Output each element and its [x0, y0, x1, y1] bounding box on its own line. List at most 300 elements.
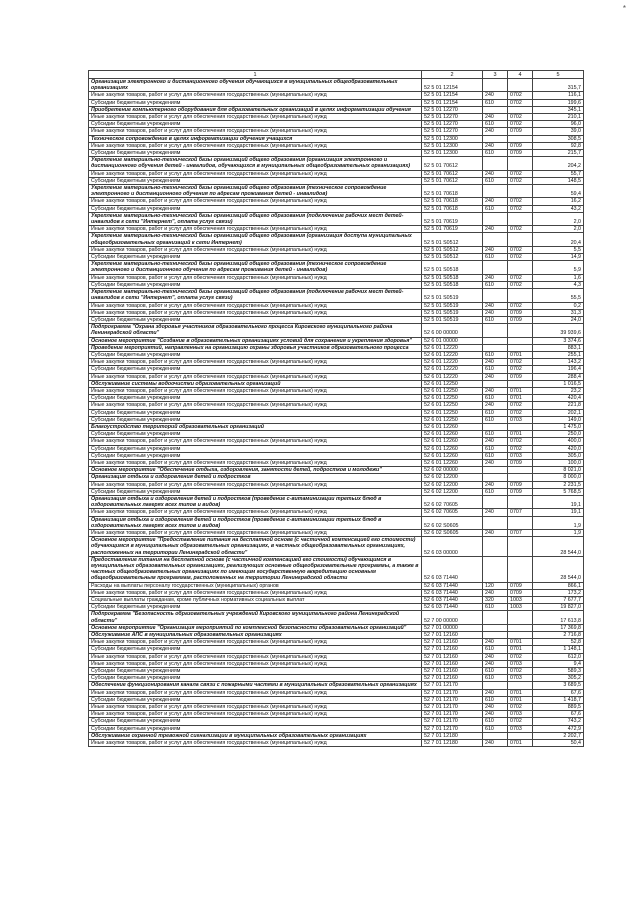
section-cell: 0702: [508, 177, 533, 184]
expense-name-cell: Укрепление материально-технической базы организаций общего образования (подключение рабочих мест детей-инвалидов к сети "Интернет", оплата услуг связи): [89, 212, 422, 225]
table-row: [89, 516, 584, 529]
expense-name-cell: Субсидии бюджетным учреждениям: [89, 452, 422, 459]
expense-type-cell: 240: [483, 309, 508, 316]
table-row: [89, 597, 584, 604]
section-cell: 0702: [508, 198, 533, 205]
table-row: [89, 351, 584, 358]
expense-name-cell: Субсидии бюджетным учреждениям: [89, 718, 422, 725]
table-row: [89, 142, 584, 149]
section-cell: [508, 289, 533, 302]
section-cell: 0709: [508, 316, 533, 323]
amount-cell: 2,0: [533, 226, 584, 233]
header-cell: 2: [422, 71, 483, 79]
amount-cell: 2 231,5: [533, 481, 584, 488]
section-cell: 0703: [508, 660, 533, 667]
table-row: [89, 474, 584, 481]
amount-cell: 55,5: [533, 289, 584, 302]
expense-name-cell: Субсидии бюджетным учреждениям: [89, 254, 422, 261]
amount-cell: 196,4: [533, 366, 584, 373]
section-cell: [508, 624, 533, 631]
table-row: [89, 646, 584, 653]
section-cell: 1003: [508, 604, 533, 611]
table-row: [89, 556, 584, 582]
section-cell: [508, 516, 533, 529]
table-row: [89, 668, 584, 675]
expense-name-cell: Субсидии бюджетным учреждениям: [89, 696, 422, 703]
target-code-cell: 52 6 01 12250: [422, 380, 483, 387]
amount-cell: 420,0: [533, 445, 584, 452]
expense-name-cell: Иные закупки товаров, работ и услуг для обеспечения государственных (муниципальных) нужд: [89, 302, 422, 309]
table-row: [89, 445, 584, 452]
table-row: [89, 205, 584, 212]
table-row: [89, 481, 584, 488]
expense-type-cell: 610: [483, 177, 508, 184]
expense-type-cell: [483, 624, 508, 631]
table-row: [89, 359, 584, 366]
section-cell: [508, 79, 533, 92]
expense-name-cell: Расходы на выплаты персоналу государственных (муниципальных) органов: [89, 582, 422, 589]
target-code-cell: 52 6 00 00000: [422, 324, 483, 337]
section-cell: 0702: [508, 114, 533, 121]
amount-cell: 345,1: [533, 106, 584, 113]
target-code-cell: 52 7 00 00000: [422, 611, 483, 624]
expense-name-cell: Обслуживание охранной тревожной сигнализации в муниципальных образовательных организациях: [89, 732, 422, 739]
target-code-cell: 52 6 01 12250: [422, 416, 483, 423]
target-code-cell: 52 5 01 70612: [422, 157, 483, 170]
expense-type-cell: 610: [483, 121, 508, 128]
expense-name-cell: Субсидии бюджетным учреждениям: [89, 177, 422, 184]
expense-name-cell: Субсидии бюджетным учреждениям: [89, 725, 422, 732]
target-code-cell: 52 7 01 12170: [422, 682, 483, 689]
expense-type-cell: 240: [483, 481, 508, 488]
amount-cell: 31,3: [533, 309, 584, 316]
table-row: [89, 114, 584, 121]
amount-cell: 116,1: [533, 92, 584, 99]
target-code-cell: 52 5 01 12270: [422, 114, 483, 121]
target-code-cell: 52 7 01 12170: [422, 696, 483, 703]
target-code-cell: 52 5 01 S0512: [422, 233, 483, 246]
target-code-cell: 52 6 02 70605: [422, 509, 483, 516]
amount-cell: 612,0: [533, 653, 584, 660]
expense-type-cell: 240: [483, 509, 508, 516]
target-code-cell: 52 5 01 12270: [422, 106, 483, 113]
expense-name-cell: Субсидии бюджетным учреждениям: [89, 316, 422, 323]
target-code-cell: 52 7 01 12160: [422, 653, 483, 660]
target-code-cell: 52 6 03 71440: [422, 556, 483, 582]
target-code-cell: 52 5 01 S0519: [422, 316, 483, 323]
expense-name-cell: Иные закупки товаров, работ и услуг для обеспечения государственных (муниципальных) нужд: [89, 639, 422, 646]
section-cell: [508, 732, 533, 739]
amount-cell: 92,8: [533, 142, 584, 149]
amount-cell: 4,3: [533, 281, 584, 288]
table-row: [89, 725, 584, 732]
amount-cell: 250,0: [533, 431, 584, 438]
amount-cell: 43,2: [533, 205, 584, 212]
expense-type-cell: [483, 157, 508, 170]
expense-name-cell: Основное мероприятие "Обеспечение отдыха, оздоровления, занятости детей, подростков и молодежи": [89, 467, 422, 474]
target-code-cell: 52 5 01 S0519: [422, 302, 483, 309]
target-code-cell: 52 6 03 71440: [422, 589, 483, 596]
section-cell: 0702: [508, 302, 533, 309]
amount-cell: 305,2: [533, 675, 584, 682]
amount-cell: 5 768,5: [533, 488, 584, 495]
expense-type-cell: 240: [483, 114, 508, 121]
table-row: [89, 459, 584, 466]
expense-name-cell: Субсидии бюджетным учреждениям: [89, 488, 422, 495]
expense-name-cell: Иные закупки товаров, работ и услуг для обеспечения государственных (муниципальных) нужд: [89, 246, 422, 253]
expense-type-cell: [483, 423, 508, 430]
expense-name-cell: Укрепление материально-технической базы организаций общего образования (организация доступа муниципальных общеобразовательных организаций к сети Интернет): [89, 233, 422, 246]
expense-name-cell: Укрепление материально-технической базы организаций общего образования (организация электронного и дистанционного обучения детей - инвалидов, обучающихся в муниципальных общеобразовательных организациях): [89, 157, 422, 170]
target-code-cell: 52 6 01 12220: [422, 366, 483, 373]
section-cell: [508, 380, 533, 387]
amount-cell: 883,1: [533, 344, 584, 351]
expense-type-cell: [483, 632, 508, 639]
target-code-cell: 52 6 01 12250: [422, 402, 483, 409]
table-row: [89, 79, 584, 92]
expense-name-cell: Укрепление материально-технической базы организаций общего образования (подключение рабочих мест детей-инвалидов к сети "Интернет", оплата услуг связи): [89, 289, 422, 302]
expense-name-cell: Иные закупки товаров, работ и услуг для обеспечения государственных (муниципальных) нужд: [89, 128, 422, 135]
section-cell: 0709: [508, 309, 533, 316]
target-code-cell: 52 7 01 12160: [422, 646, 483, 653]
section-cell: 0702: [508, 205, 533, 212]
amount-cell: 420,4: [533, 395, 584, 402]
table-row: [89, 423, 584, 430]
expense-type-cell: 320: [483, 597, 508, 604]
expense-type-cell: 240: [483, 660, 508, 667]
table-row: [89, 402, 584, 409]
expense-name-cell: Субсидии бюджетным учреждениям: [89, 121, 422, 128]
target-code-cell: 52 6 01 12260: [422, 431, 483, 438]
amount-cell: 199,6: [533, 99, 584, 106]
table-row: [89, 289, 584, 302]
expense-type-cell: 240: [483, 438, 508, 445]
table-row: [89, 416, 584, 423]
table-row: [89, 653, 584, 660]
amount-cell: 472,9: [533, 725, 584, 732]
expense-type-cell: [483, 79, 508, 92]
expense-type-cell: 240: [483, 359, 508, 366]
table-row: [89, 212, 584, 225]
expense-type-cell: [483, 474, 508, 481]
target-code-cell: 52 6 01 12220: [422, 351, 483, 358]
table-row: [89, 675, 584, 682]
expense-type-cell: [483, 344, 508, 351]
section-cell: [508, 157, 533, 170]
expense-type-cell: 610: [483, 431, 508, 438]
section-cell: 0703: [508, 452, 533, 459]
target-code-cell: 52 6 01 12250: [422, 387, 483, 394]
amount-cell: 255,1: [533, 351, 584, 358]
section-cell: 0702: [508, 409, 533, 416]
section-cell: 0702: [508, 718, 533, 725]
section-cell: 0709: [508, 582, 533, 589]
table-row: [89, 718, 584, 725]
section-cell: 0702: [508, 92, 533, 99]
expense-type-cell: 610: [483, 718, 508, 725]
table-row: [89, 582, 584, 589]
expense-type-cell: 610: [483, 675, 508, 682]
section-cell: 0703: [508, 725, 533, 732]
expense-type-cell: 240: [483, 402, 508, 409]
expense-name-cell: Организация отдыха и оздоровления детей и подростков (проведение с-витаминизации третьих блюд в оздоровительных лагерях всех типов и видов): [89, 516, 422, 529]
expense-name-cell: Иные закупки товаров, работ и услуг для обеспечения государственных (муниципальных) нужд: [89, 481, 422, 488]
section-cell: [508, 185, 533, 198]
target-code-cell: 52 5 01 12270: [422, 128, 483, 135]
section-cell: 0709: [508, 589, 533, 596]
amount-cell: 8 021,0: [533, 467, 584, 474]
expense-type-cell: 610: [483, 416, 508, 423]
section-cell: 0701: [508, 689, 533, 696]
amount-cell: 305,0: [533, 452, 584, 459]
amount-cell: 5,9: [533, 261, 584, 274]
section-cell: 0709: [508, 150, 533, 157]
table-row: [89, 632, 584, 639]
amount-cell: 7 677,7: [533, 597, 584, 604]
expense-name-cell: Иные закупки товаров, работ и услуг для обеспечения государственных (муниципальных) нужд: [89, 114, 422, 121]
table-row: [89, 732, 584, 739]
section-cell: 0709: [508, 373, 533, 380]
amount-cell: 9,4: [533, 660, 584, 667]
amount-cell: 14,9: [533, 254, 584, 261]
expense-type-cell: [483, 135, 508, 142]
section-cell: [508, 474, 533, 481]
table-row: [89, 639, 584, 646]
expense-type-cell: 610: [483, 604, 508, 611]
expense-name-cell: Иные закупки товаров, работ и услуг для обеспечения государственных (муниципальных) нужд: [89, 530, 422, 537]
amount-cell: 2,0: [533, 212, 584, 225]
amount-cell: 202,1: [533, 409, 584, 416]
expense-type-cell: 240: [483, 92, 508, 99]
expense-name-cell: Иные закупки товаров, работ и услуг для обеспечения государственных (муниципальных) нужд: [89, 198, 422, 205]
table-row: [89, 704, 584, 711]
table-row: [89, 246, 584, 253]
expense-name-cell: Иные закупки товаров, работ и услуг для обеспечения государственных (муниципальных) нужд: [89, 660, 422, 667]
expense-name-cell: Субсидии бюджетным учреждениям: [89, 445, 422, 452]
amount-cell: 17 613,8: [533, 611, 584, 624]
expense-type-cell: 240: [483, 246, 508, 253]
section-cell: 0709: [508, 488, 533, 495]
amount-cell: 204,2: [533, 157, 584, 170]
expense-type-cell: [483, 516, 508, 529]
amount-cell: 143,2: [533, 359, 584, 366]
section-cell: 0702: [508, 704, 533, 711]
expense-name-cell: Социальные выплаты гражданам, кроме публичных нормативных социальных выплат: [89, 597, 422, 604]
expense-name-cell: Иные закупки товаров, работ и услуг для обеспечения государственных (муниципальных) нужд: [89, 142, 422, 149]
amount-cell: 20,4: [533, 233, 584, 246]
expense-type-cell: 240: [483, 274, 508, 281]
table-row: [89, 226, 584, 233]
expense-type-cell: [483, 233, 508, 246]
target-code-cell: 52 7 01 12160: [422, 632, 483, 639]
section-cell: [508, 537, 533, 557]
expense-name-cell: Обслуживание АПС в муниципальных образовательных организациях: [89, 632, 422, 639]
target-code-cell: 52 7 01 12170: [422, 711, 483, 718]
section-cell: 0707: [508, 509, 533, 516]
expense-name-cell: Субсидии бюджетным учреждениям: [89, 668, 422, 675]
target-code-cell: 52 5 01 S0512: [422, 246, 483, 253]
expense-name-cell: Иные закупки товаров, работ и услуг для обеспечения государственных (муниципальных) нужд: [89, 226, 422, 233]
expense-name-cell: Иные закупки товаров, работ и услуг для обеспечения государственных (муниципальных) нужд: [89, 740, 422, 747]
expense-type-cell: [483, 732, 508, 739]
expense-type-cell: 120: [483, 582, 508, 589]
amount-cell: 3 374,6: [533, 337, 584, 344]
section-cell: 1003: [508, 597, 533, 604]
expense-name-cell: Иные закупки товаров, работ и услуг для обеспечения государственных (муниципальных) нужд: [89, 509, 422, 516]
amount-cell: 589,3: [533, 668, 584, 675]
expense-type-cell: [483, 212, 508, 225]
target-code-cell: 52 7 01 12160: [422, 675, 483, 682]
expense-type-cell: 610: [483, 409, 508, 416]
section-cell: 0702: [508, 99, 533, 106]
expense-type-cell: 240: [483, 302, 508, 309]
target-code-cell: 52 5 01 70612: [422, 177, 483, 184]
table-row: [89, 611, 584, 624]
expense-name-cell: Предоставление питания на бесплатной основе (с частичной компенсацией его стоимости) обучающимся в муниципальных образовательных организациях, реализующих основные общеобразовательные программы, а также в частных общеобразовательных организациях по имеющим государственную аккредитацию основным общеобразовательным программам, расположенных на территории Ленинградской области: [89, 556, 422, 582]
amount-cell: 24,0: [533, 316, 584, 323]
expense-type-cell: [483, 495, 508, 508]
expense-name-cell: Субсидии бюджетным учреждениям: [89, 675, 422, 682]
amount-cell: 743,2: [533, 718, 584, 725]
amount-cell: 400,0: [533, 438, 584, 445]
expense-type-cell: [483, 106, 508, 113]
expense-type-cell: 610: [483, 316, 508, 323]
table-row: [89, 373, 584, 380]
expense-type-cell: 610: [483, 696, 508, 703]
expense-name-cell: Иные закупки товаров, работ и услуг для обеспечения государственных (муниципальных) нужд: [89, 92, 422, 99]
section-cell: [508, 611, 533, 624]
target-code-cell: 52 6 01 12220: [422, 359, 483, 366]
expense-type-cell: 610: [483, 488, 508, 495]
target-code-cell: 52 6 03 71440: [422, 597, 483, 604]
amount-cell: 1 016,5: [533, 380, 584, 387]
table-row: [89, 366, 584, 373]
section-cell: 0701: [508, 431, 533, 438]
target-code-cell: 52 5 01 S0512: [422, 254, 483, 261]
section-cell: 0702: [508, 668, 533, 675]
expense-type-cell: 240: [483, 142, 508, 149]
expense-name-cell: Иные закупки товаров, работ и услуг для обеспечения государственных (муниципальных) нужд: [89, 711, 422, 718]
expense-name-cell: Иные закупки товаров, работ и услуг для обеспечения государственных (муниципальных) нужд: [89, 387, 422, 394]
table-row: [89, 324, 584, 337]
expense-name-cell: Субсидии бюджетным учреждениям: [89, 150, 422, 157]
section-cell: [508, 467, 533, 474]
target-code-cell: 52 7 01 12170: [422, 689, 483, 696]
target-code-cell: 52 6 02 12200: [422, 481, 483, 488]
table-row: [89, 488, 584, 495]
amount-cell: 149,0: [533, 416, 584, 423]
expense-type-cell: 610: [483, 725, 508, 732]
expense-type-cell: 610: [483, 281, 508, 288]
expense-name-cell: Иные закупки товаров, работ и услуг для обеспечения государственных (муниципальных) нужд: [89, 402, 422, 409]
amount-cell: 1 418,7: [533, 696, 584, 703]
target-code-cell: 52 6 01 12260: [422, 423, 483, 430]
expense-name-cell: Иные закупки товаров, работ и услуг для обеспечения государственных (муниципальных) нужд: [89, 438, 422, 445]
amount-cell: 19,1: [533, 509, 584, 516]
section-cell: [508, 233, 533, 246]
target-code-cell: 52 6 02 S0605: [422, 530, 483, 537]
section-cell: 0702: [508, 170, 533, 177]
table-row: [89, 682, 584, 689]
target-code-cell: 52 6 03 71440: [422, 582, 483, 589]
target-code-cell: 52 6 02 12200: [422, 474, 483, 481]
table-row: [89, 431, 584, 438]
expense-type-cell: 610: [483, 646, 508, 653]
section-cell: 0709: [508, 142, 533, 149]
table-row: [89, 198, 584, 205]
expense-name-cell: Укрепление материально-технической базы организаций общего образования (техническое сопровождение электронного и дистанционного обучения по адресам проживания детей - инвалидов): [89, 185, 422, 198]
target-code-cell: 52 6 01 12250: [422, 409, 483, 416]
expense-type-cell: 240: [483, 226, 508, 233]
amount-cell: 19,1: [533, 495, 584, 508]
target-code-cell: 52 7 01 12170: [422, 725, 483, 732]
amount-cell: 2 716,8: [533, 632, 584, 639]
table-row: [89, 106, 584, 113]
expense-name-cell: Иные закупки товаров, работ и услуг для обеспечения государственных (муниципальных) нужд: [89, 373, 422, 380]
target-code-cell: 52 5 01 12154: [422, 79, 483, 92]
target-code-cell: 52 7 01 00000: [422, 624, 483, 631]
amount-cell: 1,6: [533, 274, 584, 281]
amount-cell: 5,5: [533, 246, 584, 253]
section-cell: [508, 212, 533, 225]
expense-type-cell: 240: [483, 170, 508, 177]
budget-table-body: [89, 71, 584, 747]
amount-cell: 8 000,0: [533, 474, 584, 481]
target-code-cell: 52 7 01 12180: [422, 740, 483, 747]
target-code-cell: 52 5 01 70618: [422, 205, 483, 212]
amount-cell: 866,1: [533, 582, 584, 589]
amount-cell: 28 544,0: [533, 537, 584, 557]
expense-name-cell: Субсидии бюджетным учреждениям: [89, 409, 422, 416]
expense-name-cell: Укрепление материально-технической базы организаций общего образования (техническое сопровождение электронного и дистанционного обучения по адресам проживания детей - инвалидов): [89, 261, 422, 274]
section-cell: 0702: [508, 274, 533, 281]
amount-cell: 215,7: [533, 150, 584, 157]
amount-cell: 50,4: [533, 740, 584, 747]
amount-cell: 59,4: [533, 185, 584, 198]
amount-cell: 52,8: [533, 639, 584, 646]
table-row: [89, 128, 584, 135]
amount-cell: 288,4: [533, 373, 584, 380]
expense-name-cell: Иные закупки товаров, работ и услуг для обеспечения государственных (муниципальных) нужд: [89, 653, 422, 660]
target-code-cell: 52 5 01 70618: [422, 185, 483, 198]
target-code-cell: 52 6 02 70605: [422, 495, 483, 508]
target-code-cell: 52 5 01 70619: [422, 212, 483, 225]
target-code-cell: 52 5 01 S0518: [422, 281, 483, 288]
table-row: [89, 438, 584, 445]
target-code-cell: 52 7 01 12160: [422, 639, 483, 646]
section-cell: 0707: [508, 530, 533, 537]
amount-cell: 308,5: [533, 135, 584, 142]
table-row: [89, 711, 584, 718]
target-code-cell: 52 5 01 12300: [422, 150, 483, 157]
target-code-cell: 52 6 01 00000: [422, 337, 483, 344]
section-cell: 0702: [508, 402, 533, 409]
budget-table: [88, 70, 584, 747]
expense-type-cell: 610: [483, 99, 508, 106]
expense-name-cell: Подпрограмма "Безопасность образовательных учреждений Кировского муниципального района Ленинградской области": [89, 611, 422, 624]
section-cell: 0702: [508, 359, 533, 366]
section-cell: 0703: [508, 711, 533, 718]
expense-type-cell: 240: [483, 653, 508, 660]
amount-cell: 19 827,0: [533, 604, 584, 611]
table-row: [89, 302, 584, 309]
expense-name-cell: Обеспечение функционирования канала связи с пожарными частями в муниципальных образовательных организациях: [89, 682, 422, 689]
expense-name-cell: Организация электронного и дистанционного обучения обучающихся в муниципальных общеобразовательных организациях: [89, 79, 422, 92]
expense-name-cell: Организация отдыха и оздоровления детей и подростков (проведение с-витаминизации третьих блюд в оздоровительных лагерях всех типов и видов): [89, 495, 422, 508]
table-row: [89, 92, 584, 99]
expense-name-cell: Субсидии бюджетным учреждениям: [89, 604, 422, 611]
section-cell: 0709: [508, 459, 533, 466]
